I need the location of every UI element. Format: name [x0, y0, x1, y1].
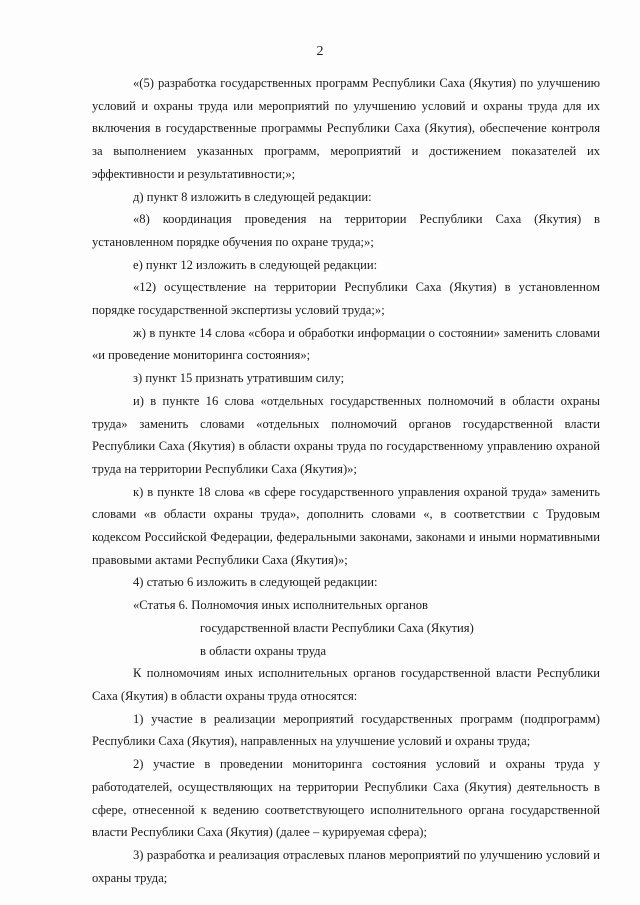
paragraph-item-8: «8) координация проведения на территории Республики Саха (Якутия) в установленном порядке обучения по охране труда;»;: [92, 212, 600, 249]
paragraph-power-3: 3) разработка и реализация отраслевых планов мероприятий по улучшению условий и охраны труда;: [92, 847, 600, 885]
paragraph-powers-intro: К полномочиям иных исполнительных органов государственной власти Республики Саха (Якутия) в области охраны труда относятся:: [92, 666, 600, 703]
paragraph-article-6: 4) статью 6 изложить в следующей редакции:: [133, 575, 378, 590]
paragraph-zh: ж) в пункте 14 слова «сбора и обработки информации о состоянии» заменить словами «и проведение мониторинга состояния»;: [92, 325, 600, 363]
paragraph-d: д) пункт 8 изложить в следующей редакции:: [133, 189, 372, 204]
article-heading-line-1: «Статья 6. Полномочия иных исполнительных органов: [133, 598, 428, 613]
page-number: 2: [316, 44, 324, 59]
article-heading: [92, 594, 600, 662]
paragraph-e: е) пункт 12 изложить в следующей редакции:: [133, 257, 378, 272]
paragraph-power-2: 2) участие в проведении мониторинга состояния условий и охраны труда у работодателей, осуществляющих на территории Республики Саха (Якутия) деятельность в сфере, отнесенной к ведению соответствующего исполнительного органа государственной власти Республики Саха (Якутия) (далее – курируемая сфера);: [92, 757, 600, 840]
paragraph-item-5: «(5) разработка государственных программ Республики Саха (Якутия) по улучшению условий и охраны труда или мероприятий по улучшению условий и охраны труда для их включения в государственные программы Республики Саха (Якутия), обеспечение контроля за выполнением указанных программ, мероприятий и достижением показателей их эффективности и результативности;»;: [92, 76, 600, 181]
paragraph-z: з) пункт 15 признать утратившим силу;: [133, 371, 345, 386]
paragraph-k: к) в пункте 18 слова «в сфере государственного управления охраной труда» заменить словами «в области охраны труда», дополнить словами «, в соответствии с Трудовым кодексом Российской Федерации, федеральными законами, законами и иными нормативными правовыми актами Республики Саха (Якутия)»;: [92, 484, 600, 567]
paragraph-i: и) в пункте 16 слова «отдельных государственных полномочий в области охраны труда» заменить словами «отдельных полномочий органов государственной власти Республики Саха (Якутия) в области охраны труда по государственному управлению охраной труда на территории Республики Саха (Якутия)»;: [92, 393, 600, 476]
article-heading-line-2: государственной власти Республики Саха (Якутия): [200, 620, 474, 635]
article-heading-line-3: в области охраны труда: [200, 643, 327, 658]
document-body: [92, 72, 600, 889]
paragraph-power-1: 1) участие в реализации мероприятий государственных программ (подпрограмм) Республики Саха (Якутия), направленных на улучшение условий и охраны труда;: [92, 711, 600, 749]
paragraph-item-12: «12) осуществление на территории Республики Саха (Якутия) в установленном порядке государственной экспертизы условий труда;»;: [92, 280, 600, 318]
